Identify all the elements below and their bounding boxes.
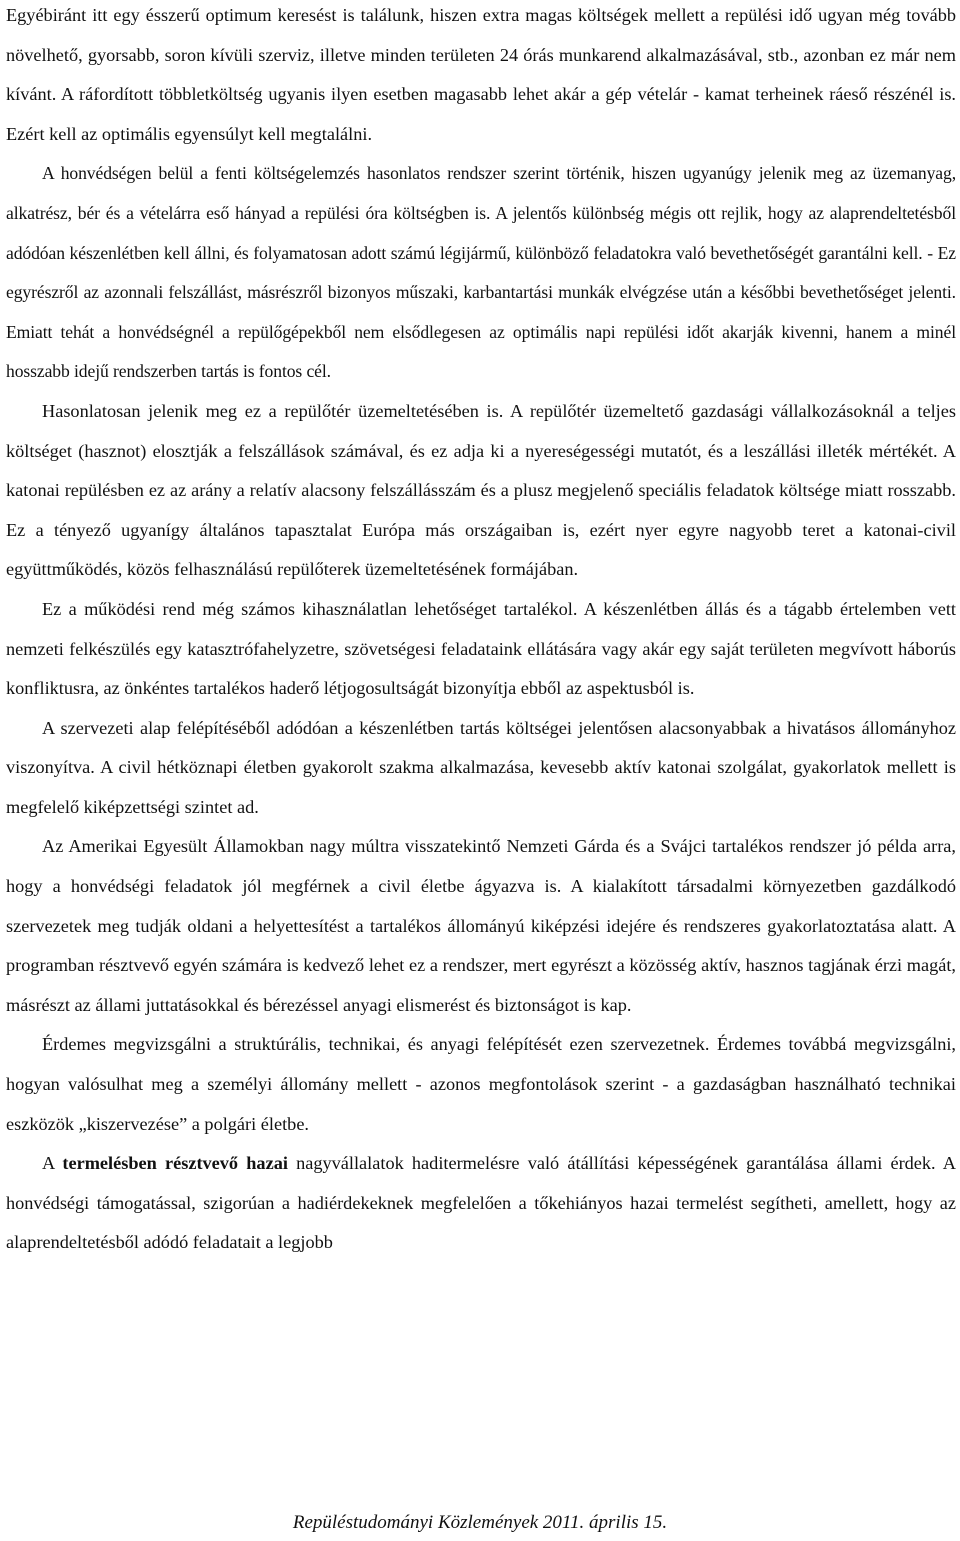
paragraph-2: A honvédségen belül a fenti költségelemzés hasonlatos rendszer szerint történik, hiszen ugyanúgy jelenik meg az üzemanyag, alkatrész, bér és a vételárra eső hányad a repülési óra költségben is. A jelentős különbség mégis ott rejlik, hogy az alaprendeltetésből adódóan készenlétben kell állni, és folyamatosan adott számú légijármű, különböző feladatokra való bevethetőségét garantálni kell. - Ez egyrészről az azonnali felszállást, másrészről bizonyos műszaki, karbantartási munkák elvégzése után a későbbi bevethetőséget jelenti. Emiatt tehát a honvédségnél a repülőgépekből nem elsődlegesen az optimális napi repülési időt akarják kivenni, hanem a minél hosszabb idejű rendszerben tartás is fontos cél.: [6, 163, 956, 382]
paragraph-7: Érdemes megvizsgálni a struktúrális, technikai, és anyagi felépítését ezen szervezetnek. Érdemes továbbá megvizsgálni, hogyan valósulhat meg a személyi állomány mellett - azonos megfontolások szerint - a gazdaságban használható technikai eszközök „kiszervezése” a polgári életbe.: [6, 1034, 956, 1134]
paragraph-4: Ez a működési rend még számos kihasználatlan lehetőséget tartalékol. A készenlétben állás és a tágabb értelemben vett nemzeti felkészülés egy katasztrófahelyzetre, szövetségesi feladataink ellátására vagy akár egy saját területen megvívott háborús konfliktusra, az önkéntes tartalékos haderő létjogosultságát bizonyítja ebből az aspektusból is.: [6, 598, 956, 699]
paragraph-8-rest: nagyvállalatok haditermelésre való átállítási képességének garantálása állami érdek. A honvédségi támogatással, szigorúan a hadiérdekeknek megfelelően a tőkehiányos hazai termelést segítheti, amellett, hogy az alaprendeltetésből adódó feladatait a legjobb: [6, 1153, 957, 1253]
paragraph-1: Egyébiránt itt egy ésszerű optimum keresést is találunk, hiszen extra magas költségek mellett a repülési idő ugyan még tovább növelhető, gyorsabb, soron kívüli szerviz, illetve minden területen 24 órás munkarend alkalmazásával, stb., azonban ez már nem kívánt. A ráfordított többletköltség ugyanis ilyen esetben magasabb lehet akár a gép vételár - kamat terheinek ráeső részénél is. Ezért kell az optimális egyensúlyt kell megtalálni.: [6, 5, 956, 144]
paragraph-8-bold: termelésben résztvevő hazai: [62, 1153, 288, 1174]
page-footer: Repüléstudományi Közlemények 2011. április 15.: [292, 1512, 668, 1533]
document-body: [6, 0, 956, 1263]
paragraph-6: Az Amerikai Egyesült Államokban nagy múltra visszatekintő Nemzeti Gárda és a Svájci tartalékos rendszer jó példa arra, hogy a honvédségi feladatok jól megférnek a civil életbe ágyazva is. A kialakított társadalmi környezetben gazdálkodó szervezetek meg tudják oldani a helyettesítést a tartalékos állományú kiképzési idejére és rendszeres gyakorlatoztatása alatt. A programban résztvevő egyén számára is kedvező lehet ez a rendszer, mert egyrészt a közösség aktív, hasznos tagjának érzi magát, másrészt az állami juttatásokkal és bérezéssel anyagi elismerést és biztonságot is kap.: [6, 836, 956, 1015]
paragraph-8-lead: A: [42, 1153, 63, 1174]
paragraph-5: A szervezeti alap felépítéséből adódóan a készenlétben tartás költségei jelentősen alacsonyabbak a hivatásos állományhoz viszonyítva. A civil hétköznapi életben gyakorolt szakma alkalmazása, kevesebb aktív katonai szolgálat, gyakorlatok mellett is megfelelő kiképzettségi szintet ad.: [6, 717, 956, 817]
paragraph-8: [6, 1144, 956, 1263]
paragraph-3: Hasonlatosan jelenik meg ez a repülőtér üzemeltetésében is. A repülőtér üzemeltető gazdasági vállalkozásoknál a teljes költséget (hasznot) elosztják a felszállások számával, és ez adja ki a nyereségességi mutatót, és a leszállási illeték mértékét. A katonai repülésben ez az arány a relatív alacsony felszállásszám és a plusz megjelenő speciális feladatok költsége miatt rosszabb. Ez a tényező ugyanígy általános tapasztalat Európa más országaiban is, ezért nyer egyre nagyobb teret a katonai-civil együttműködés, közös felhasználású repülőterek üzemeltetésének formájában.: [6, 400, 956, 580]
